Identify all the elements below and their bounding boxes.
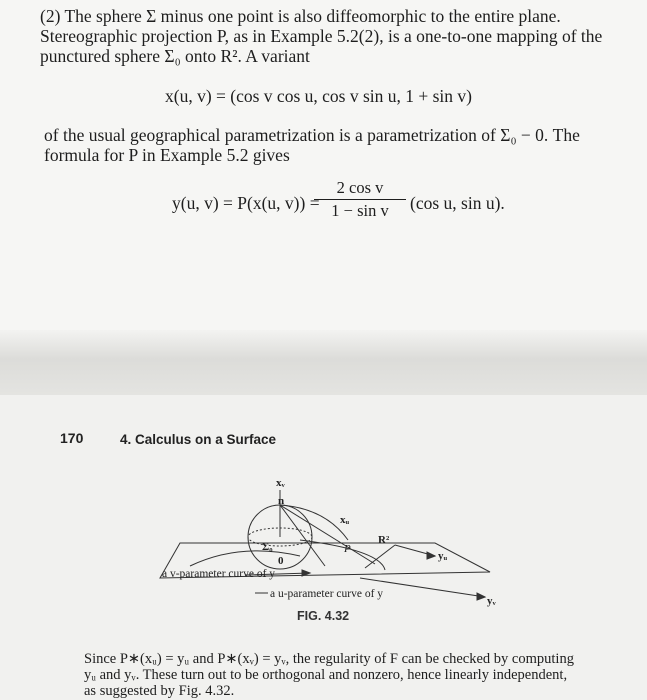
- equation-projection-right: (cos u, sin u).: [410, 193, 505, 213]
- label-origin: 0: [278, 555, 284, 567]
- fraction-numerator: 2 cos v: [314, 178, 406, 200]
- label-xu: xᵤ: [340, 514, 350, 526]
- equation-parametrization: x(u, v) = (cos v cos u, cos v sin u, 1 + sin v): [165, 86, 473, 106]
- arrow-yu-head: [427, 552, 435, 559]
- page-gap: [0, 330, 647, 395]
- label-u-curve: a u-parameter curve of y: [270, 588, 384, 600]
- equation-projection-left: y(u, v) = P(x(u, v)) =: [172, 193, 320, 213]
- arrow-yv-head: [477, 593, 485, 600]
- curve-v-in-plane: [190, 551, 300, 566]
- equation-fraction: [314, 178, 406, 221]
- label-sigma0: Σ₀: [262, 541, 273, 553]
- paragraph-sphere: (2) The sphere Σ minus one point is also diffeomorphic to the entire plane. Stereographic projection P, as in Example 5.2(2), is a one-to-one mapping of the punctured sphere Σ₀ onto R². A variant: [40, 6, 603, 66]
- label-v-curve: a v-parameter curve of y: [162, 568, 276, 580]
- label-yu: yᵤ: [438, 550, 448, 562]
- label-R2: R²: [378, 534, 390, 546]
- page-number: 170: [60, 430, 84, 446]
- figure-caption: FIG. 4.32: [297, 609, 350, 623]
- fraction-denominator: 1 − sin v: [331, 201, 389, 220]
- label-n: n: [278, 495, 285, 507]
- label-xv: xᵥ: [276, 477, 285, 489]
- label-P: P: [344, 543, 351, 555]
- paragraph-regularity: Since P∗(xᵤ) = yᵤ and P∗(xᵥ) = yᵥ, the regularity of F can be checked by computing yᵤ and yᵥ. These turn out to be orthogonal and nonzero, hence linearly independent, as suggested by Fig. 4.32.: [84, 651, 574, 699]
- label-yv: yᵥ: [487, 595, 496, 607]
- figure-4-32: [150, 470, 500, 615]
- line-yu: [365, 545, 395, 568]
- curve-u-in-plane: [300, 540, 385, 570]
- curve-xu: [280, 505, 348, 540]
- section-heading: 4. Calculus on a Surface: [120, 432, 277, 447]
- paragraph-geographical: of the usual geographical parametrization is a parametrization of Σ₀ − 0. The formula for P in Example 5.2 gives: [44, 125, 580, 165]
